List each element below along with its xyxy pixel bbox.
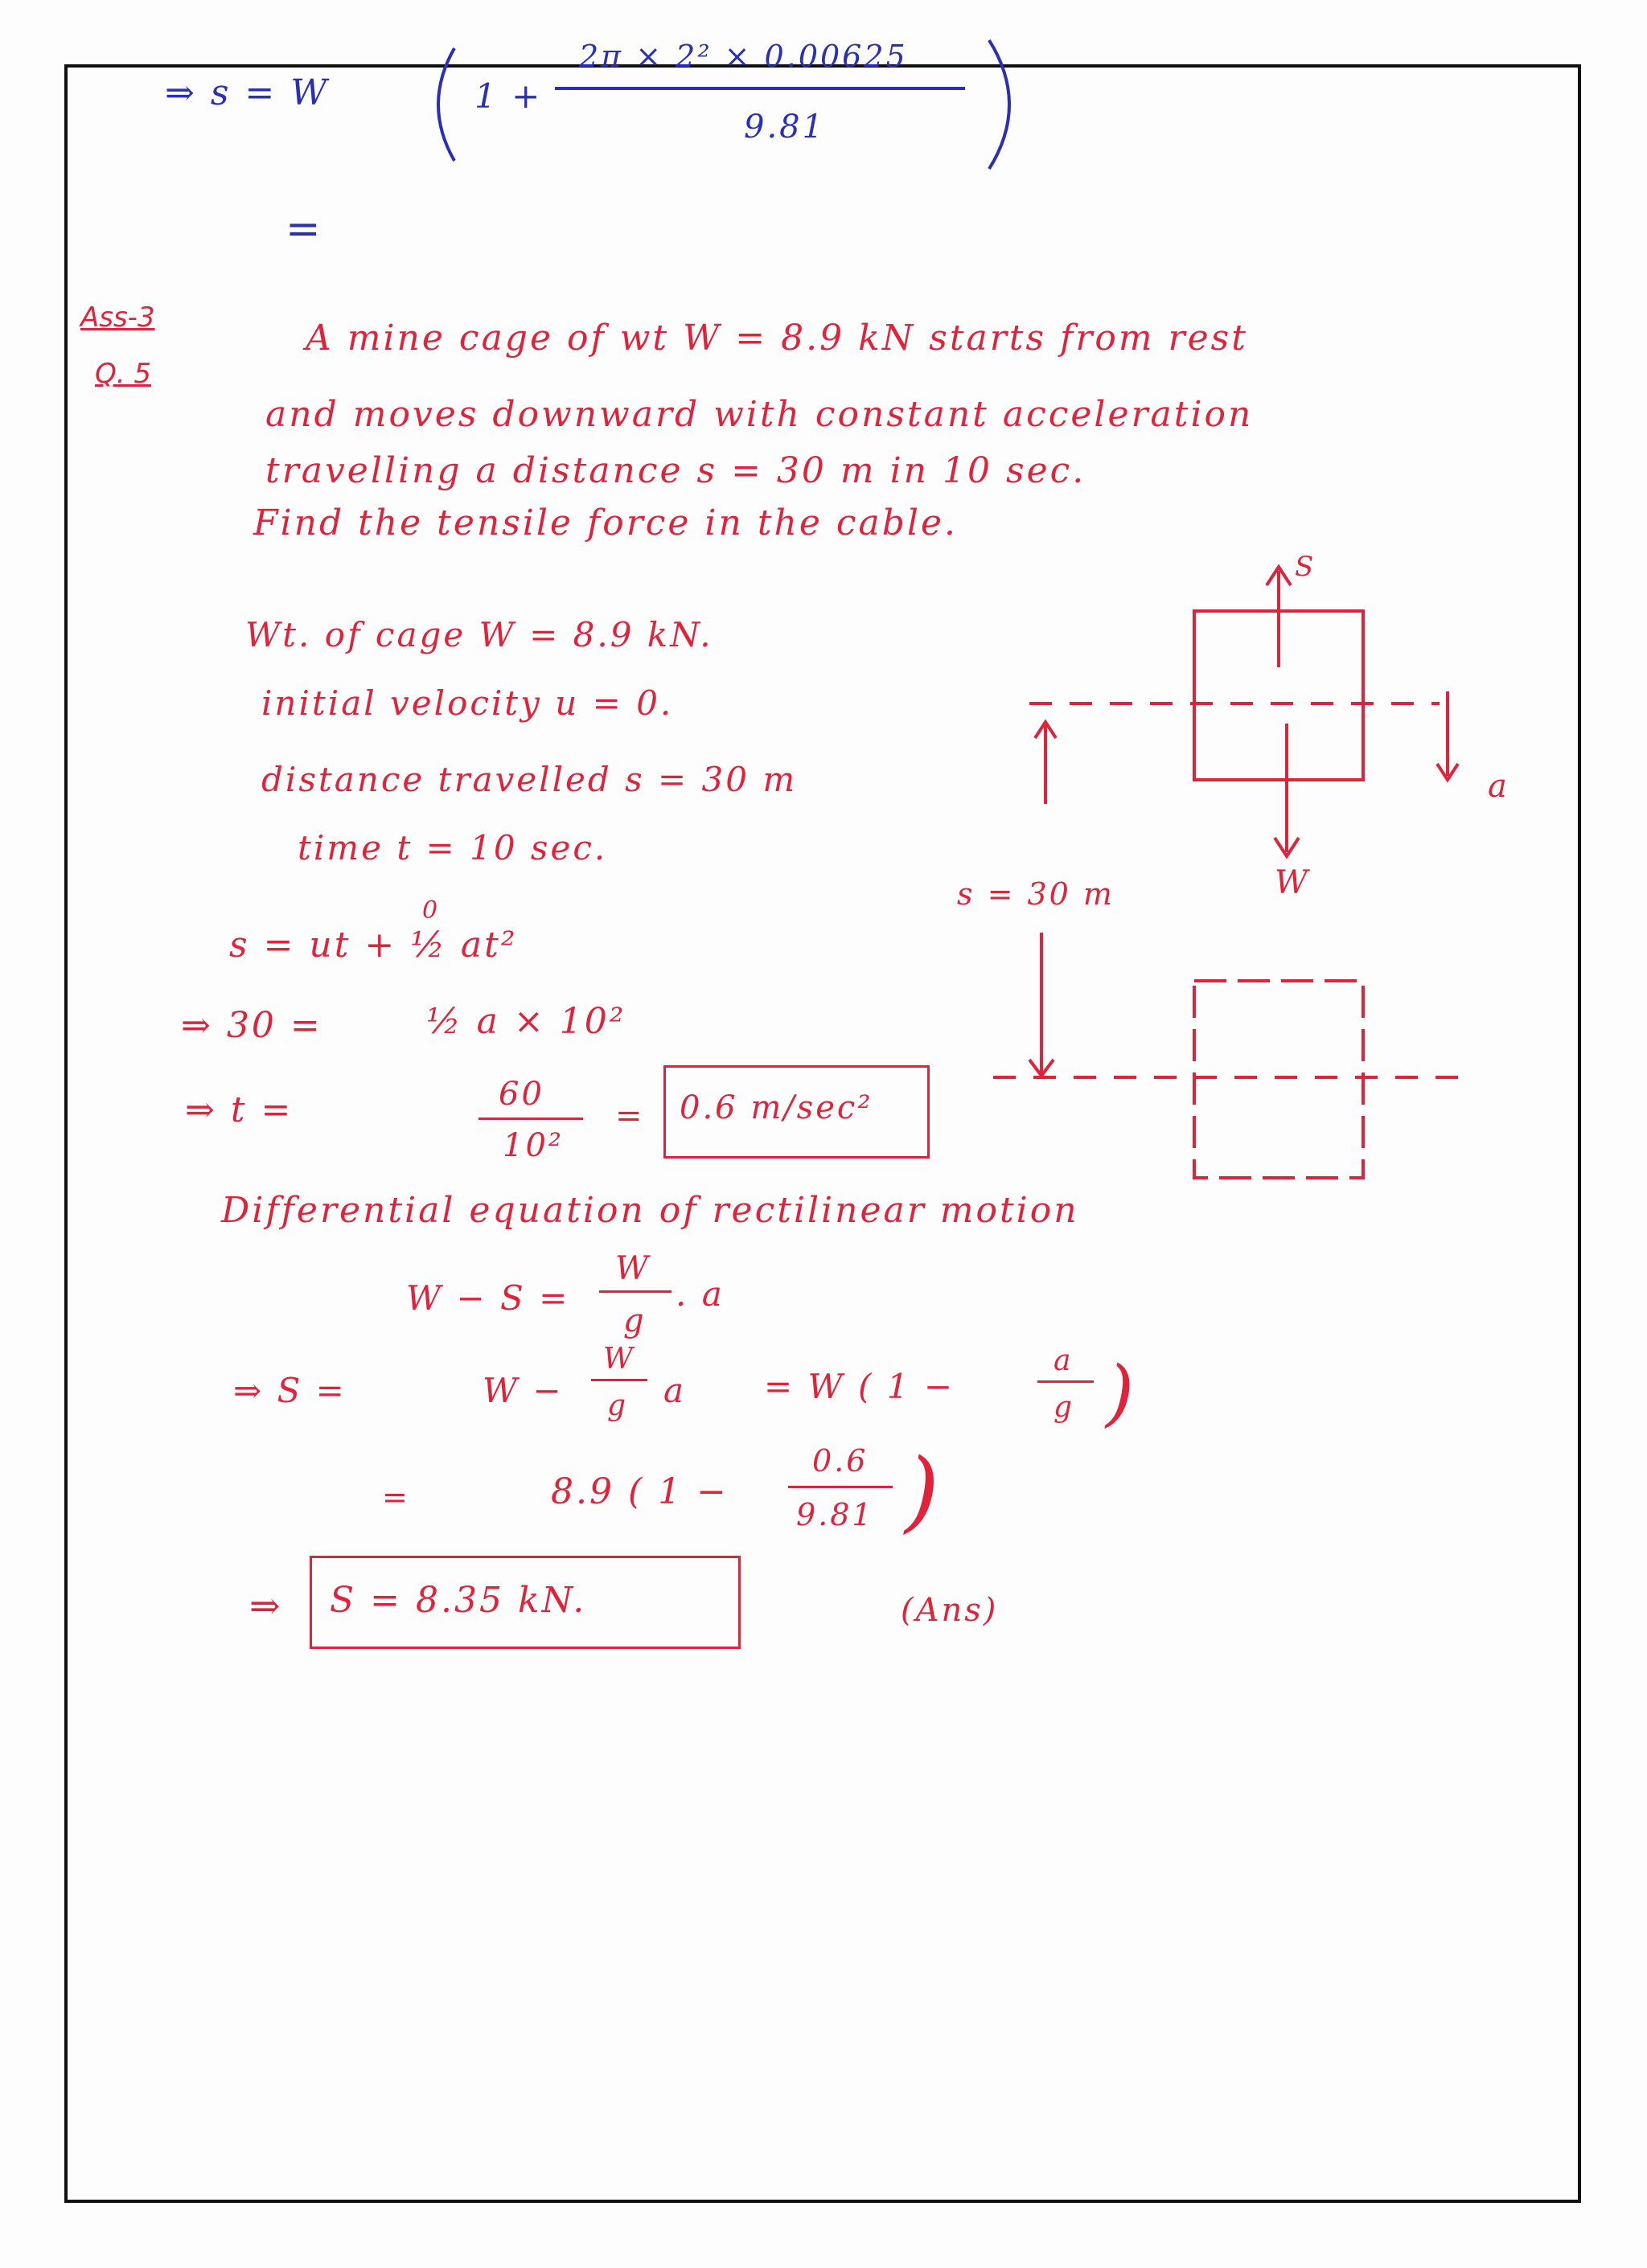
margin-assignment-label: Ass-3 xyxy=(80,301,155,334)
newton-law-tail: . a xyxy=(676,1274,725,1314)
problem-line-4: Find the tensile force in the cable. xyxy=(253,502,959,543)
numeric-eq: = xyxy=(382,1479,410,1515)
problem-line-1: A mine cage of wt W = 8.9 kN starts from rest xyxy=(306,318,1248,359)
acceleration-label: a xyxy=(1488,768,1509,805)
numeric-den: 9.81 xyxy=(796,1497,874,1532)
weight-label: W xyxy=(1275,864,1311,901)
given-velocity: initial velocity u = 0. xyxy=(261,683,674,723)
answer-label: (Ans) xyxy=(901,1592,999,1629)
given-time: time t = 10 sec. xyxy=(298,828,608,867)
margin-question-label: Q. 5 xyxy=(95,358,152,390)
newton-law-num: W xyxy=(615,1250,651,1287)
cage-bottom-position xyxy=(1194,981,1363,1178)
acceleration-result: 0.6 m/sec² xyxy=(680,1089,873,1126)
top-equals: = xyxy=(285,205,323,253)
top-equation-numerator: 2π × 2² × 0.00625 xyxy=(579,39,908,74)
top-equation-denominator: 9.81 xyxy=(744,109,826,146)
acceleration-lhs: ⇒ t = xyxy=(185,1089,294,1130)
final-arrow: ⇒ xyxy=(249,1584,283,1627)
top-equation-lhs: ⇒ s = W xyxy=(165,72,330,113)
numeric-num: 0.6 xyxy=(812,1443,869,1479)
acceleration-equals: = xyxy=(615,1097,645,1134)
tension-frac-den: g xyxy=(607,1389,629,1422)
acceleration-denominator: 10² xyxy=(503,1127,564,1164)
kinematics-equation: s = ut + ½ at² xyxy=(229,925,518,966)
distance-label: s = 30 m xyxy=(957,876,1115,912)
problem-line-2: and moves downward with constant acceleration xyxy=(265,394,1254,435)
acceleration-numerator: 60 xyxy=(499,1076,544,1113)
numeric-mid: 8.9 ( 1 − xyxy=(551,1471,729,1512)
top-equation-plus: 1 + xyxy=(474,76,543,116)
tension-rhs-den: g xyxy=(1054,1391,1075,1424)
tension-a: a xyxy=(663,1371,687,1410)
tension-mid: W − xyxy=(483,1371,564,1410)
substitution-rhs: ½ a × 10² xyxy=(426,1001,626,1042)
given-distance: distance travelled s = 30 m xyxy=(261,760,798,799)
tension-label: S xyxy=(1295,551,1316,583)
substitution-lhs: ⇒ 30 = xyxy=(181,1005,322,1046)
given-weight: Wt. of cage W = 8.9 kN. xyxy=(245,615,713,654)
tension-rhs-num: a xyxy=(1054,1344,1074,1377)
problem-line-3: travelling a distance s = 30 m in 10 sec. xyxy=(265,450,1086,491)
numeric-close: ) xyxy=(905,1439,942,1542)
tension-rhs-close: ) xyxy=(1106,1351,1137,1435)
tension-lhs: ⇒ S = xyxy=(233,1371,347,1410)
newton-law-lhs: W − S = xyxy=(406,1278,570,1318)
newton-law-den: g xyxy=(623,1302,647,1339)
tension-rhs: = W ( 1 − xyxy=(764,1367,955,1406)
section-heading: Differential equation of rectilinear motion xyxy=(221,1190,1079,1231)
final-answer: S = 8.35 kN. xyxy=(330,1580,587,1621)
kinematics-zero-mark: 0 xyxy=(422,896,441,925)
tension-frac-num: W xyxy=(603,1343,636,1376)
